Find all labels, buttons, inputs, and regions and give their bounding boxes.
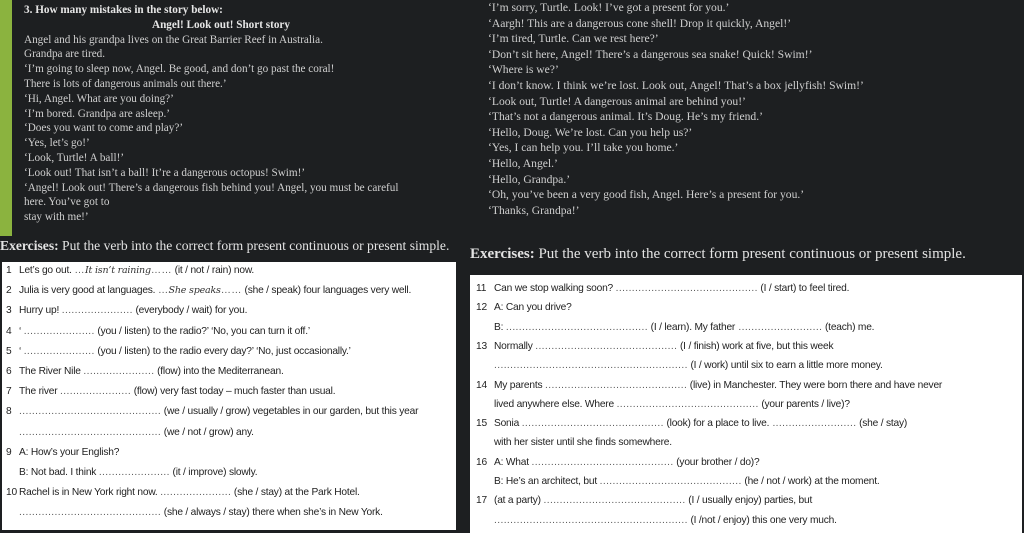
blank-line: ............................................................ [494, 360, 688, 372]
exercise-text: Can we stop walking soon? [494, 283, 616, 294]
exercise-row [476, 341, 833, 352]
story-line: ‘Oh, you’ve been a very good fish, Angel. Here’s a present for you.’ [488, 188, 805, 202]
exercise-number: 10 [6, 487, 17, 499]
exercise-hint: (you / listen) to the radio every day?’ ‘No, just occasionally.’ [94, 345, 351, 357]
exercise-text: A: How’s your English? [19, 446, 120, 458]
blank-line: ...................... [23, 325, 95, 337]
exercise-hint: (look) for a place to live. [663, 418, 770, 430]
blank-line: …… [220, 285, 242, 297]
exercise-number: 15 [476, 418, 487, 430]
blank-line: ............................................................ [494, 514, 688, 526]
exercise-number: 14 [476, 379, 487, 391]
exercise-hint: (you / listen) to the radio?’ ‘No, you can turn it off.’ [94, 325, 310, 337]
exercise-text: (at a party) [494, 495, 544, 507]
blank-line: ............................................ [543, 495, 686, 507]
exercise-row [476, 457, 759, 468]
story-line: here. You’ve got to [24, 196, 110, 209]
exercise-hint: (we / not / grow) any. [161, 426, 254, 438]
exercise-row [6, 447, 119, 458]
exercise-hint: (she / always / stay) there when she’s in New York. [161, 507, 383, 519]
exercise-hint: (live) in Manchester. They were born there and have never [687, 379, 943, 391]
exercise-row [476, 437, 672, 448]
blank-line: … [74, 265, 85, 276]
exercise-text: lived anywhere else. Where [494, 398, 617, 410]
exercise-row [6, 305, 247, 316]
exercise-text: The river [19, 386, 61, 398]
blank-line: .......................... [735, 321, 823, 333]
question-title: 3. How many mistakes in the story below: [24, 4, 223, 16]
exercise-row [476, 380, 942, 391]
exercise-number: 5 [6, 345, 12, 357]
story-line: ‘I’m tired, Turtle. Can we rest here?’ [488, 32, 659, 46]
exercises-instruction: Put the verb into the correct form present continuous or present simple. [534, 246, 966, 262]
exercise-row [476, 322, 874, 333]
exercise-row [6, 346, 351, 357]
exercises-heading-left [0, 238, 449, 254]
blank-line: ............................................ [545, 379, 688, 391]
exercise-row [476, 495, 812, 506]
story-line: ‘Does you want to come and play?’ [24, 122, 184, 135]
exercise-text: Rachel is in New York right now. [19, 487, 161, 499]
story-line: ‘Angel! Look out! There’s a dangerous fish behind you! Angel, you must be careful [24, 181, 399, 194]
exercise-text: A: Can you drive? [494, 302, 572, 314]
exercise-number: 1 [6, 265, 12, 276]
exercise-number: 4 [6, 325, 12, 337]
exercise-number: 9 [6, 446, 12, 458]
story-line: ‘Aargh! This are a dangerous cone shell! Drop it quickly, Angel!’ [488, 16, 792, 30]
blank-line: ...................... [160, 487, 232, 499]
blank-line: ............................................ [616, 398, 759, 410]
exercise-hint: (I / work) until six to earn a little more money. [687, 360, 883, 372]
blank-line: ............................................ [535, 340, 678, 352]
exercise-number: 12 [476, 302, 487, 314]
exercise-row [6, 265, 254, 276]
exercise-hint: (flow) into the Mediterranean. [154, 366, 284, 377]
story-line: ‘I’m going to sleep now, Angel. Be good, and don’t go past the coral! [24, 63, 335, 76]
blank-line: ...................... [61, 305, 133, 317]
exercise-hint: (I / learn). My father [648, 321, 736, 333]
exercise-row [476, 399, 850, 410]
exercise-hint: (your brother / do)? [673, 456, 760, 468]
exercise-hint: (I / usually enjoy) parties, but [685, 495, 813, 507]
story-line: Angel and his grandpa lives on the Great Barrier Reef in Australia. [24, 33, 323, 46]
accent-bar [0, 0, 12, 236]
story-line: ‘Thanks, Grandpa!’ [488, 203, 580, 217]
exercise-text: Normally [494, 340, 536, 352]
story-line: ‘I’m sorry, Turtle. Look! I’ve got a present for you.’ [488, 1, 730, 14]
exercise-number: 3 [6, 305, 12, 317]
exercise-hint: (I / start) to feel tired. [757, 283, 850, 294]
exercise-hint: (she / stay) [856, 418, 908, 430]
story-line: ‘Yes, I can help you. I’ll take you home.’ [488, 141, 679, 155]
story-line: ‘Hello, Doug. We’re lost. Can you help us?’ [488, 125, 693, 139]
exercise-text: ‘ [19, 345, 24, 357]
blank-line: … [157, 285, 169, 297]
blank-line: ............................................ [521, 418, 664, 430]
story-line: ‘Hi, Angel. What are you doing?’ [24, 92, 174, 105]
exercise-row [6, 386, 335, 397]
story-line: There is lots of dangerous animals out there.’ [24, 77, 227, 90]
blank-line: ...................... [83, 366, 155, 377]
exercise-number: 13 [476, 340, 487, 352]
blank-line: ............................................ [19, 426, 162, 438]
exercises-heading-right [470, 246, 966, 263]
story-line: ‘Don’t sit here, Angel! There’s a dangerous sea snake! Quick! Swim!’ [488, 47, 813, 61]
exercise-hint: (flow) very fast today – much faster than usual. [131, 386, 336, 398]
exercise-text: Let’s go out. [19, 265, 75, 276]
exercise-row [6, 507, 383, 518]
story-line: ‘I’m bored. Grandpa are asleep.’ [24, 107, 170, 120]
exercise-row [476, 515, 837, 526]
exercise-hint: (we / usually / grow) vegetables in our garden, but this year [161, 406, 419, 418]
blank-line: ............................................ [531, 456, 674, 468]
story-right [488, 0, 1018, 218]
story-left [24, 3, 464, 225]
story-line: ‘Hello, Angel.’ [488, 156, 558, 170]
story-line: ‘Look out, Turtle! A dangerous animal are behind you!’ [488, 94, 746, 108]
blank-line: ............................................ [505, 321, 648, 333]
story-line: Grandpa are tired. [24, 48, 106, 61]
exercise-hint: (I /not / enjoy) this one very much. [687, 514, 837, 526]
exercise-hint: (she / stay) at the Park Hotel. [231, 487, 360, 499]
exercise-text: A: What [494, 456, 532, 468]
exercises-label: Exercises: [470, 246, 535, 262]
exercise-text: B: Not bad. I think [19, 467, 99, 478]
exercise-number: 8 [6, 406, 12, 418]
blank-line: .......................... [769, 418, 857, 430]
blank-line: ............................................ [19, 507, 162, 519]
exercise-number: 7 [6, 386, 12, 398]
exercise-row [6, 366, 284, 377]
blank-line: …… [150, 265, 173, 276]
exercises-label: Exercises: [0, 238, 59, 253]
exercise-number: 2 [6, 285, 12, 297]
exercise-text: The River Nile [19, 366, 84, 377]
exercise-text: Sonia [494, 418, 522, 430]
blank-line: ............................................ [19, 406, 162, 418]
exercise-text: B: He’s an architect, but [494, 476, 600, 487]
story-line: stay with me!’ [24, 211, 89, 224]
story-line: ‘Look out! That isn’t a ball! It’re a dangerous octopus! Swim!’ [24, 166, 306, 179]
exercise-text: B: [494, 321, 506, 333]
blank-line: ............................................ [599, 476, 742, 487]
exercise-hint: (teach) me. [822, 321, 875, 333]
story-line: ‘I don’t know. I think we’re lost. Look out, Angel! That’s a box jellyfish! Swim!’ [488, 78, 864, 92]
exercise-row [476, 418, 907, 429]
story-line: ‘That’s not a dangerous animal. It’s Doug. He’s my friend.’ [488, 110, 763, 124]
exercise-text: ‘ [19, 325, 24, 337]
exercise-hint: (it / not / rain) now. [172, 265, 255, 276]
blank-line: ............................................ [615, 283, 758, 294]
exercise-hint: (it / improve) slowly. [169, 467, 258, 478]
exercise-row [476, 476, 880, 487]
story-line: ‘Look, Turtle! A ball!’ [24, 151, 125, 164]
exercises-instruction: Put the verb into the correct form present continuous or present simple. [58, 238, 450, 253]
exercise-row [476, 283, 849, 294]
exercise-row [6, 326, 310, 337]
exercise-hint: (I / finish) work at five, but this week [677, 340, 834, 352]
exercise-text: Hurry up! [19, 305, 62, 317]
exercise-row [476, 360, 883, 371]
filled-answer: She speaks [168, 285, 221, 297]
story-title: Angel! Look out! Short story [152, 18, 290, 31]
exercise-hint: (your parents / live)? [758, 398, 850, 410]
exercise-row [476, 302, 572, 313]
exercise-number: 16 [476, 456, 487, 468]
exercise-number: 6 [6, 366, 12, 377]
exercise-row [6, 406, 418, 417]
blank-line: ...................... [60, 386, 132, 398]
exercise-hint: (he / not / work) at the moment. [741, 476, 880, 487]
exercise-number: 11 [476, 283, 487, 294]
exercise-row [6, 487, 360, 498]
exercise-hint: (everybody / wait) for you. [132, 305, 248, 317]
story-line: ‘Hello, Grandpa.’ [488, 172, 571, 186]
exercise-row [6, 467, 257, 478]
exercise-text: My parents [494, 379, 546, 391]
exercise-hint: (she / speak) four languages very well. [241, 285, 412, 297]
filled-answer: It isn’t raining [84, 265, 151, 276]
story-line: ‘Where is we?’ [488, 63, 559, 77]
exercise-row [6, 427, 254, 438]
exercise-number: 17 [476, 495, 487, 507]
exercise-text: Julia is very good at languages. [19, 285, 158, 297]
exercise-row [6, 285, 411, 296]
blank-line: ...................... [98, 467, 170, 478]
exercise-text: with her sister until she finds somewhere. [494, 437, 672, 449]
story-line: ‘Yes, let’s go!’ [24, 137, 90, 150]
blank-line: ...................... [23, 345, 95, 357]
